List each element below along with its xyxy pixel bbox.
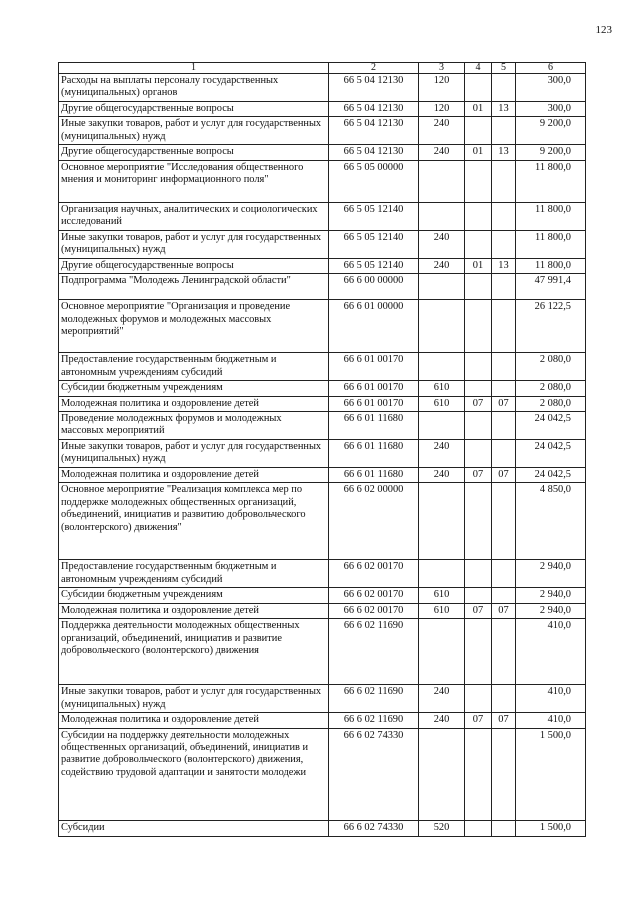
amount: 47 991,4 bbox=[516, 274, 586, 300]
table-row bbox=[59, 258, 586, 273]
budget-item-name: Субсидии бюджетным учреждениям bbox=[59, 381, 329, 396]
budget-item-name: Субсидии bbox=[59, 820, 329, 836]
budget-item-name: Иные закупки товаров, работ и услуг для государственных (муниципальных) нужд bbox=[59, 440, 329, 468]
target-article-code: 66 6 01 11680 bbox=[329, 468, 419, 483]
budget-item-name: Молодежная политика и оздоровление детей bbox=[59, 603, 329, 618]
section-code: 07 bbox=[465, 713, 492, 728]
amount: 4 850,0 bbox=[516, 483, 586, 560]
amount: 24 042,5 bbox=[516, 412, 586, 440]
budget-item-name: Другие общегосударственные вопросы bbox=[59, 102, 329, 117]
subsection-code bbox=[492, 381, 516, 396]
column-header: 1 bbox=[59, 63, 329, 74]
amount: 11 800,0 bbox=[516, 230, 586, 258]
target-article-code: 66 6 02 11690 bbox=[329, 713, 419, 728]
target-article-code: 66 6 01 00170 bbox=[329, 396, 419, 411]
subsection-code bbox=[492, 230, 516, 258]
section-code: 07 bbox=[465, 468, 492, 483]
amount: 2 940,0 bbox=[516, 588, 586, 603]
budget-item-name: Основное мероприятие "Исследования общественного мнения и мониторинг информационного поля" bbox=[59, 160, 329, 202]
target-article-code: 66 6 02 00000 bbox=[329, 483, 419, 560]
table-row bbox=[59, 160, 586, 202]
expense-type-code: 240 bbox=[419, 440, 465, 468]
table-row bbox=[59, 560, 586, 588]
amount: 1 500,0 bbox=[516, 820, 586, 836]
amount: 11 800,0 bbox=[516, 160, 586, 202]
expense-type-code: 240 bbox=[419, 258, 465, 273]
target-article-code: 66 6 02 74330 bbox=[329, 820, 419, 836]
table-row bbox=[59, 412, 586, 440]
target-article-code: 66 5 04 12130 bbox=[329, 145, 419, 160]
section-code bbox=[465, 820, 492, 836]
target-article-code: 66 6 02 00170 bbox=[329, 603, 419, 618]
budget-item-name: Субсидии на поддержку деятельности молодежных общественных организаций, объединений, инициатив и развитие добровольческого (волонтерского) движения, содействию трудовой адаптации и занятости молодежи bbox=[59, 728, 329, 820]
expense-type-code bbox=[419, 300, 465, 353]
expense-type-code bbox=[419, 202, 465, 230]
budget-item-name: Другие общегосударственные вопросы bbox=[59, 145, 329, 160]
expense-type-code: 610 bbox=[419, 588, 465, 603]
target-article-code: 66 6 01 00000 bbox=[329, 300, 419, 353]
table-row bbox=[59, 728, 586, 820]
subsection-code bbox=[492, 619, 516, 685]
budget-item-name: Молодежная политика и оздоровление детей bbox=[59, 713, 329, 728]
expense-type-code: 240 bbox=[419, 713, 465, 728]
budget-item-name: Подпрограмма "Молодежь Ленинградской области" bbox=[59, 274, 329, 300]
section-code: 07 bbox=[465, 603, 492, 618]
section-code: 01 bbox=[465, 145, 492, 160]
amount: 2 940,0 bbox=[516, 603, 586, 618]
table-row bbox=[59, 202, 586, 230]
section-code bbox=[465, 160, 492, 202]
target-article-code: 66 5 05 12140 bbox=[329, 202, 419, 230]
budget-item-name: Основное мероприятие "Реализация комплекса мер по поддержке молодежных общественных организаций, объединений, инициатив и развитию добровольческого (волонтерского) движения" bbox=[59, 483, 329, 560]
column-header: 4 bbox=[465, 63, 492, 74]
target-article-code: 66 6 01 00170 bbox=[329, 353, 419, 381]
subsection-code: 07 bbox=[492, 396, 516, 411]
subsection-code bbox=[492, 160, 516, 202]
section-code bbox=[465, 300, 492, 353]
section-code: 07 bbox=[465, 396, 492, 411]
section-code bbox=[465, 483, 492, 560]
budget-item-name: Расходы на выплаты персоналу государственных (муниципальных) органов bbox=[59, 74, 329, 102]
target-article-code: 66 6 02 00170 bbox=[329, 560, 419, 588]
section-code bbox=[465, 117, 492, 145]
amount: 2 080,0 bbox=[516, 396, 586, 411]
expense-type-code: 240 bbox=[419, 117, 465, 145]
section-code bbox=[465, 685, 492, 713]
column-number-row bbox=[59, 63, 586, 74]
amount: 11 800,0 bbox=[516, 202, 586, 230]
table-row bbox=[59, 468, 586, 483]
subsection-code bbox=[492, 440, 516, 468]
table-row bbox=[59, 102, 586, 117]
budget-item-name: Организация научных, аналитических и социологических исследований bbox=[59, 202, 329, 230]
target-article-code: 66 6 01 11680 bbox=[329, 412, 419, 440]
amount: 11 800,0 bbox=[516, 258, 586, 273]
expense-type-code: 610 bbox=[419, 381, 465, 396]
table-row bbox=[59, 274, 586, 300]
target-article-code: 66 6 01 00170 bbox=[329, 381, 419, 396]
subsection-code bbox=[492, 117, 516, 145]
section-code bbox=[465, 230, 492, 258]
target-article-code: 66 5 05 12140 bbox=[329, 258, 419, 273]
target-article-code: 66 5 05 00000 bbox=[329, 160, 419, 202]
table-row bbox=[59, 300, 586, 353]
subsection-code bbox=[492, 560, 516, 588]
subsection-code bbox=[492, 202, 516, 230]
section-code: 01 bbox=[465, 258, 492, 273]
section-code bbox=[465, 274, 492, 300]
expense-type-code: 610 bbox=[419, 396, 465, 411]
amount: 24 042,5 bbox=[516, 440, 586, 468]
subsection-code: 07 bbox=[492, 468, 516, 483]
section-code bbox=[465, 74, 492, 102]
table-row bbox=[59, 230, 586, 258]
amount: 300,0 bbox=[516, 102, 586, 117]
section-code bbox=[465, 412, 492, 440]
table-row bbox=[59, 74, 586, 102]
column-header: 3 bbox=[419, 63, 465, 74]
amount: 300,0 bbox=[516, 74, 586, 102]
amount: 2 080,0 bbox=[516, 381, 586, 396]
budget-item-name: Проведение молодежных форумов и молодежных массовых мероприятий bbox=[59, 412, 329, 440]
budget-item-name: Молодежная политика и оздоровление детей bbox=[59, 396, 329, 411]
column-header: 5 bbox=[492, 63, 516, 74]
amount: 410,0 bbox=[516, 713, 586, 728]
expense-type-code: 240 bbox=[419, 145, 465, 160]
subsection-code: 13 bbox=[492, 145, 516, 160]
section-code bbox=[465, 440, 492, 468]
amount: 26 122,5 bbox=[516, 300, 586, 353]
subsection-code bbox=[492, 412, 516, 440]
section-code bbox=[465, 588, 492, 603]
section-code bbox=[465, 728, 492, 820]
budget-item-name: Предоставление государственным бюджетным и автономным учреждениям субсидий bbox=[59, 353, 329, 381]
target-article-code: 66 6 00 00000 bbox=[329, 274, 419, 300]
section-code bbox=[465, 381, 492, 396]
subsection-code bbox=[492, 274, 516, 300]
table-row bbox=[59, 117, 586, 145]
subsection-code bbox=[492, 353, 516, 381]
table-row bbox=[59, 603, 586, 618]
budget-item-name: Молодежная политика и оздоровление детей bbox=[59, 468, 329, 483]
subsection-code bbox=[492, 728, 516, 820]
budget-item-name: Основное мероприятие "Организация и проведение молодежных форумов и молодежных массовых мероприятий" bbox=[59, 300, 329, 353]
budget-item-name: Предоставление государственным бюджетным и автономным учреждениям субсидий bbox=[59, 560, 329, 588]
section-code bbox=[465, 619, 492, 685]
expense-type-code: 240 bbox=[419, 230, 465, 258]
target-article-code: 66 6 02 11690 bbox=[329, 685, 419, 713]
expense-type-code bbox=[419, 412, 465, 440]
amount: 24 042,5 bbox=[516, 468, 586, 483]
amount: 2 940,0 bbox=[516, 560, 586, 588]
expense-type-code bbox=[419, 274, 465, 300]
budget-item-name: Иные закупки товаров, работ и услуг для государственных (муниципальных) нужд bbox=[59, 117, 329, 145]
subsection-code: 13 bbox=[492, 102, 516, 117]
expense-type-code bbox=[419, 728, 465, 820]
expense-type-code: 240 bbox=[419, 685, 465, 713]
expense-type-code: 520 bbox=[419, 820, 465, 836]
subsection-code: 13 bbox=[492, 258, 516, 273]
amount: 1 500,0 bbox=[516, 728, 586, 820]
column-header: 6 bbox=[516, 63, 586, 74]
column-header: 2 bbox=[329, 63, 419, 74]
target-article-code: 66 6 02 11690 bbox=[329, 619, 419, 685]
expense-type-code bbox=[419, 483, 465, 560]
subsection-code bbox=[492, 300, 516, 353]
amount: 2 080,0 bbox=[516, 353, 586, 381]
budget-item-name: Другие общегосударственные вопросы bbox=[59, 258, 329, 273]
section-code: 01 bbox=[465, 102, 492, 117]
target-article-code: 66 5 05 12140 bbox=[329, 230, 419, 258]
table-row bbox=[59, 353, 586, 381]
target-article-code: 66 6 02 74330 bbox=[329, 728, 419, 820]
target-article-code: 66 6 02 00170 bbox=[329, 588, 419, 603]
amount: 9 200,0 bbox=[516, 145, 586, 160]
table-row bbox=[59, 381, 586, 396]
subsection-code bbox=[492, 820, 516, 836]
table-row bbox=[59, 820, 586, 836]
subsection-code bbox=[492, 685, 516, 713]
expense-type-code: 120 bbox=[419, 74, 465, 102]
expense-type-code bbox=[419, 160, 465, 202]
table-row bbox=[59, 483, 586, 560]
target-article-code: 66 5 04 12130 bbox=[329, 117, 419, 145]
expense-type-code: 610 bbox=[419, 603, 465, 618]
table-row bbox=[59, 685, 586, 713]
table-row bbox=[59, 619, 586, 685]
table-row bbox=[59, 145, 586, 160]
target-article-code: 66 5 04 12130 bbox=[329, 102, 419, 117]
budget-item-name: Иные закупки товаров, работ и услуг для государственных (муниципальных) нужд bbox=[59, 685, 329, 713]
subsection-code: 07 bbox=[492, 603, 516, 618]
table-row bbox=[59, 396, 586, 411]
target-article-code: 66 6 01 11680 bbox=[329, 440, 419, 468]
amount: 9 200,0 bbox=[516, 117, 586, 145]
expense-type-code: 240 bbox=[419, 468, 465, 483]
expense-type-code: 120 bbox=[419, 102, 465, 117]
subsection-code bbox=[492, 588, 516, 603]
section-code bbox=[465, 202, 492, 230]
budget-item-name: Поддержка деятельности молодежных общественных организаций, объединений, инициатив и развитие добровольческого (волонтерского) движения bbox=[59, 619, 329, 685]
page-number: 123 bbox=[595, 24, 612, 36]
expense-type-code bbox=[419, 560, 465, 588]
table-row bbox=[59, 440, 586, 468]
subsection-code bbox=[492, 483, 516, 560]
table-row bbox=[59, 588, 586, 603]
expense-type-code bbox=[419, 353, 465, 381]
budget-item-name: Иные закупки товаров, работ и услуг для государственных (муниципальных) нужд bbox=[59, 230, 329, 258]
subsection-code: 07 bbox=[492, 713, 516, 728]
budget-table bbox=[58, 62, 586, 837]
budget-item-name: Субсидии бюджетным учреждениям bbox=[59, 588, 329, 603]
amount: 410,0 bbox=[516, 685, 586, 713]
amount: 410,0 bbox=[516, 619, 586, 685]
target-article-code: 66 5 04 12130 bbox=[329, 74, 419, 102]
subsection-code bbox=[492, 74, 516, 102]
table-row bbox=[59, 713, 586, 728]
section-code bbox=[465, 353, 492, 381]
expense-type-code bbox=[419, 619, 465, 685]
section-code bbox=[465, 560, 492, 588]
